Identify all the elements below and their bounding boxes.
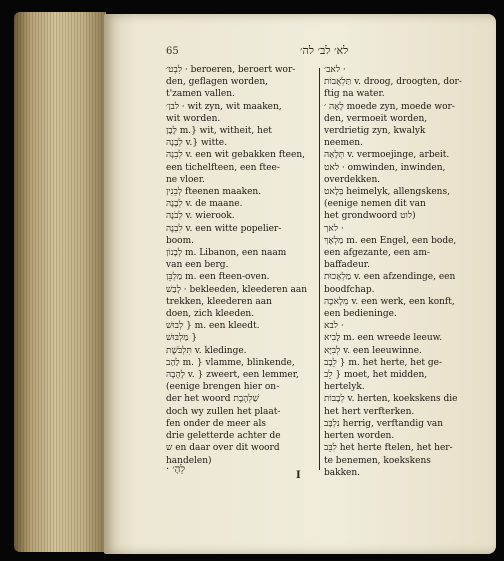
dictionary-line: מַלְאָךְ m. een Engel, een bode, — [324, 235, 457, 246]
dictionary-line: מַלְאָכוּת v. een afzendinge, een — [324, 272, 456, 283]
dictionary-line: verdrietig zyn, kwalyk — [324, 126, 426, 137]
dictionary-line: נִלְבָּב herrig, verftandig van — [324, 418, 444, 429]
dictionary-line: handelen) — [166, 455, 212, 466]
dictionary-line: boom. — [166, 235, 194, 246]
dictionary-line: לְבָנָה v. de maane. — [166, 199, 243, 210]
dictionary-line: לְבָבוֹת v. herten, koekskens die — [324, 394, 458, 405]
dictionary-line: wit worden. — [166, 113, 221, 124]
book-fore-edge — [14, 12, 106, 552]
dictionary-line: לְבֹנָה v. wierook. — [166, 211, 235, 222]
dictionary-line: לְבָנוֹן m. Libanon, een naam — [166, 248, 287, 259]
dictionary-line: doch wy zullen het plaat- — [166, 406, 281, 417]
dictionary-line: לְבוּשׁ } m. een kleedt. — [166, 321, 260, 332]
dictionary-line: een tichelfteen, een ftee- — [166, 162, 280, 173]
dictionary-line: לִבֵּב het herte ftelen, het her- — [324, 443, 453, 454]
page-number: 65 — [166, 46, 179, 57]
dictionary-line: ne vloer. — [166, 174, 205, 185]
dictionary-line: boodfchap. — [324, 284, 375, 295]
dictionary-line: den, geflagen worden, — [166, 77, 268, 88]
catchword: לֵהֶ׳ · — [166, 464, 186, 475]
dictionary-line: לָבִיא m. een wreede leeuw. — [324, 333, 443, 344]
dictionary-line: לְבֵנִין fteenen maaken. — [166, 187, 262, 198]
dictionary-line: hertelyk. — [324, 382, 365, 393]
dictionary-line: לְבִיָּא v. een leeuwinne. — [324, 345, 422, 356]
dictionary-line: לאך · — [324, 223, 344, 234]
dictionary-line: לַהַב m. } vlamme, blinkende, — [166, 357, 295, 368]
dictionary-line: לאב׳ · — [324, 65, 346, 75]
dictionary-line: מְלָאכָה v. een werk, een konft, — [324, 296, 455, 307]
dictionary-line: (eenige nemen dit van — [324, 199, 426, 210]
dictionary-line: תַּלְאֻבוֹת v. droog, droogten, dor- — [324, 77, 462, 88]
dictionary-line: לבן׳ · wit zyn, wit maaken, — [166, 101, 282, 112]
dictionary-line: den, vermoeit worden, — [324, 113, 428, 124]
dictionary-line: neemen. — [324, 138, 363, 149]
dictionary-line: doen, zich kleeden. — [166, 309, 255, 320]
right-column — [324, 64, 474, 479]
signature-mark: I — [296, 470, 301, 481]
dictionary-line: לֵבָב } m. het herte, het ge- — [324, 357, 443, 368]
dictionary-line: לָאָה ׳ moede zyn, moede wor- — [324, 101, 455, 112]
dictionary-line: לֵב } moet, het midden, — [324, 370, 428, 381]
dictionary-line: van een berg. — [166, 260, 229, 271]
dictionary-line: לָבָן m.} wit, witheit, het — [166, 126, 272, 137]
dictionary-line: het grondwoord לוט) — [324, 211, 416, 222]
dictionary-line: overdekken. — [324, 174, 381, 185]
dictionary-line: לאט · omwinden, inwinden, — [324, 162, 446, 173]
dictionary-line: לבא · — [324, 321, 344, 332]
dictionary-line: baffadeur. — [324, 260, 370, 271]
dictionary-line: לָבַשׁ · bekleeden, kleederen aan — [166, 284, 308, 295]
dictionary-line: drie geletterde achter de — [166, 431, 281, 442]
dictionary-line: לְבֵנָה v. een wit gebakken fteen, — [166, 150, 305, 161]
dictionary-line: לִבְט׳ · beroeren, beroert wor- — [166, 65, 296, 75]
dictionary-line: der het woord שַׁלְהֶבֶת — [166, 394, 259, 405]
dictionary-line: (eenige brengen hier on- — [166, 382, 280, 393]
dictionary-line: תִּלְבֹּשֶׁת v. kledinge. — [166, 345, 247, 356]
running-head: לא׳ לב׳ לה׳ — [300, 44, 349, 57]
dictionary-line: לִבְנֶה v. een witte popelier- — [166, 223, 282, 234]
dictionary-line: te benemen, koekskens — [324, 455, 431, 466]
dictionary-line: bakken. — [324, 467, 361, 478]
left-column — [166, 64, 316, 467]
dictionary-line: בְּלָאט heimelyk, allengskens, — [324, 187, 450, 198]
dictionary-line: een bedieninge. — [324, 309, 397, 320]
dictionary-line: t'zamen vallen. — [166, 89, 235, 100]
dictionary-line: een afgezante, een am- — [324, 248, 430, 259]
dictionary-line: ש en daar over dit woord — [166, 443, 280, 454]
dictionary-line: het hert verfterken. — [324, 406, 415, 417]
dictionary-line: לֶהָבָה v. } zweert, een lemmer, — [166, 370, 299, 381]
dictionary-line: trekken, kleederen aan — [166, 296, 272, 307]
dictionary-line: לְבָנָה v.} witte. — [166, 138, 227, 149]
dictionary-line: herten worden. — [324, 431, 395, 442]
dictionary-line: מַלְבֵּן m. een fteen-oven. — [166, 272, 270, 283]
dictionary-line: תְּלָאָה v. vermoejinge, arbeit. — [324, 150, 450, 161]
dictionary-line: מַלְבּוּשׁ } — [166, 333, 198, 344]
column-divider — [319, 68, 320, 470]
dictionary-line: ftig na water. — [324, 89, 385, 100]
dictionary-line: fen onder de meer als — [166, 418, 266, 429]
